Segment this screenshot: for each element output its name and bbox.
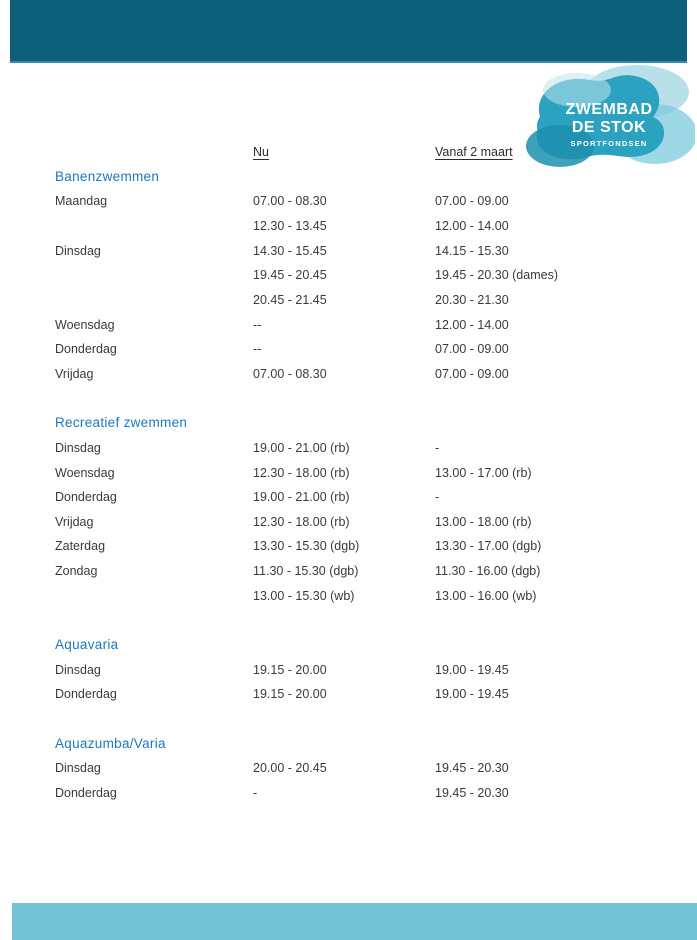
- table-row: [55, 436, 655, 461]
- table-row: [55, 313, 655, 338]
- table-row: [55, 288, 655, 313]
- table-row: [55, 461, 655, 486]
- time-now-cell: 14.30 - 15.45: [253, 243, 327, 258]
- time-from-cell: -: [435, 440, 440, 455]
- schedule-section: [55, 633, 655, 707]
- table-row: [55, 485, 655, 510]
- time-now-cell: 12.30 - 18.00 (rb): [253, 514, 350, 529]
- day-cell: [55, 288, 253, 313]
- time-from-cell: 19.00 - 19.45: [435, 662, 509, 677]
- table-row: [55, 263, 655, 288]
- time-from-cell: 19.00 - 19.45: [435, 687, 509, 702]
- column-header-day-spacer: [55, 140, 253, 165]
- time-from-cell: 14.15 - 15.30: [435, 243, 509, 258]
- time-from-cell: 19.45 - 20.30 (dames): [435, 268, 558, 283]
- schedule-section: [55, 732, 655, 806]
- day-cell: [55, 263, 253, 288]
- table-row: [55, 658, 655, 683]
- time-now-cell: 20.45 - 21.45: [253, 292, 327, 307]
- schedule-table: [55, 140, 655, 806]
- time-from-cell: 19.45 - 20.30: [435, 786, 509, 801]
- column-header-row: [55, 140, 655, 165]
- time-now-cell: 11.30 - 15.30 (dgb): [253, 564, 359, 579]
- time-from-cell: 13.00 - 18.00 (rb): [435, 514, 532, 529]
- table-row: [55, 584, 655, 609]
- table-row: [55, 239, 655, 264]
- time-from-cell: 12.00 - 14.00: [435, 218, 509, 233]
- time-from-cell: 07.00 - 09.00: [435, 342, 509, 357]
- column-header-nu: Nu: [253, 145, 269, 159]
- time-from-cell: 07.00 - 09.00: [435, 366, 509, 381]
- time-now-cell: 19.00 - 21.00 (rb): [253, 440, 350, 455]
- day-cell: Woensdag: [55, 317, 115, 332]
- schedule-section: [55, 411, 655, 608]
- day-cell: Dinsdag: [55, 440, 101, 455]
- day-cell: Donderdag: [55, 786, 117, 801]
- logo-text-sportfondsen: SPORTFONDSEN: [570, 139, 648, 148]
- time-from-cell: 12.00 - 14.00: [435, 317, 509, 332]
- time-from-cell: -: [435, 490, 440, 505]
- day-cell: Vrijdag: [55, 366, 94, 381]
- table-row: [55, 362, 655, 387]
- time-now-cell: 12.30 - 13.45: [253, 218, 327, 233]
- table-row: [55, 682, 655, 707]
- time-now-cell: 20.00 - 20.45: [253, 761, 327, 776]
- day-cell: Vrijdag: [55, 514, 94, 529]
- footer-bar: [12, 903, 697, 940]
- time-now-cell: 07.00 - 08.30: [253, 366, 327, 381]
- day-cell: Zondag: [55, 564, 98, 579]
- schedule-section: [55, 165, 655, 387]
- table-row: [55, 559, 655, 584]
- day-cell: Dinsdag: [55, 662, 101, 677]
- header-bar: [10, 0, 687, 63]
- day-cell: Dinsdag: [55, 243, 101, 258]
- column-header-vanaf-2-maart: Vanaf 2 maart: [435, 145, 513, 159]
- time-from-cell: 20.30 - 21.30: [435, 292, 509, 307]
- section-title: Aquavaria: [55, 637, 119, 653]
- time-from-cell: 07.00 - 09.00: [435, 194, 509, 209]
- time-now-cell: 19.45 - 20.45: [253, 268, 327, 283]
- time-from-cell: 13.00 - 16.00 (wb): [435, 588, 537, 603]
- time-from-cell: 19.45 - 20.30: [435, 761, 509, 776]
- logo-text-zwembad: ZWEMBAD: [565, 101, 653, 118]
- time-now-cell: 19.15 - 20.00: [253, 662, 327, 677]
- section-title: Aquazumba/Varia: [55, 735, 166, 751]
- time-now-cell: --: [253, 317, 262, 332]
- time-now-cell: 12.30 - 18.00 (rb): [253, 465, 350, 480]
- table-row: [55, 756, 655, 781]
- day-cell: [55, 584, 253, 609]
- time-now-cell: 13.00 - 15.30 (wb): [253, 588, 355, 603]
- time-from-cell: 11.30 - 16.00 (dgb): [435, 564, 541, 579]
- day-cell: Maandag: [55, 194, 108, 209]
- time-now-cell: 13.30 - 15.30 (dgb): [253, 539, 360, 554]
- table-row: [55, 214, 655, 239]
- section-title: Banenzwemmen: [55, 168, 160, 184]
- day-cell: Woensdag: [55, 465, 115, 480]
- table-row: [55, 781, 655, 806]
- table-row: [55, 534, 655, 559]
- day-cell: Donderdag: [55, 342, 117, 357]
- day-cell: Zaterdag: [55, 539, 106, 554]
- time-from-cell: 13.00 - 17.00 (rb): [435, 465, 532, 480]
- schedule-sections: [55, 165, 655, 806]
- time-from-cell: 13.30 - 17.00 (dgb): [435, 539, 542, 554]
- time-now-cell: 19.00 - 21.00 (rb): [253, 490, 350, 505]
- time-now-cell: 19.15 - 20.00: [253, 687, 327, 702]
- day-cell: [55, 214, 253, 239]
- time-now-cell: --: [253, 342, 262, 357]
- day-cell: Dinsdag: [55, 761, 101, 776]
- logo-text-de-stok: DE STOK: [571, 119, 647, 136]
- time-now-cell: -: [253, 786, 258, 801]
- day-cell: Donderdag: [55, 490, 117, 505]
- section-title: Recreatief zwemmen: [55, 415, 188, 431]
- table-row: [55, 337, 655, 362]
- time-now-cell: 07.00 - 08.30: [253, 194, 327, 209]
- day-cell: Donderdag: [55, 687, 117, 702]
- table-row: [55, 510, 655, 535]
- table-row: [55, 189, 655, 214]
